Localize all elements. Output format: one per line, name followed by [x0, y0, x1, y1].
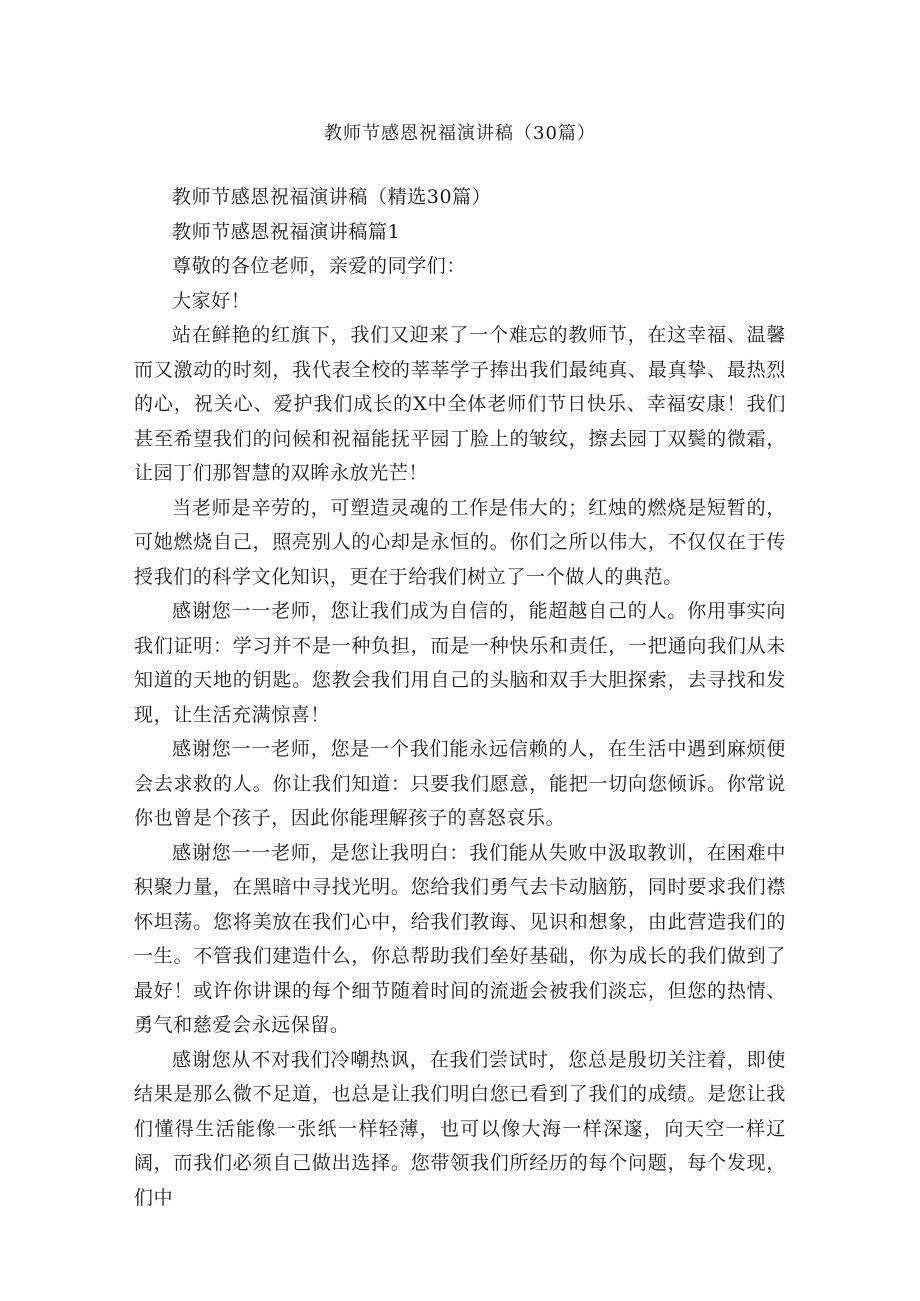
salutation-paragraph: 尊敬的各位老师，亲爱的同学们： — [172, 255, 467, 277]
body-paragraph: 感谢您从不对我们冷嘲热讽，在我们尝试时，您总是殷切关注着，即使结果是那么微不足道，也总是让我们明白您已看到了我们的成绩。是您让我们懂得生活能像一张纸一样轻薄，也可以像大海一样深邃，向天空一样辽阔，而我们必须自己做出选择。您带领我们所经历的每个问题，每个发现，们中 — [134, 1048, 786, 1209]
document-title: 教师节感恩祝福演讲稿（30篇） — [324, 123, 596, 144]
body-paragraph: 感谢您一一老师，是您让我明白：我们能从失败中汲取教训，在困难中积聚力量，在黑暗中寻找光明。您给我们勇气去卡动脑筋，同时要求我们襟怀坦荡。您将美放在我们心中，给我们教诲、见识和想象，由此营造我们的一生。不管我们建造什么，你总帮助我们垒好基础，你为成长的我们做到了最好！或许你讲课的每个细节随着时间的流逝会被我们淡忘，但您的热情、勇气和慈爱会永远保留。 — [134, 841, 786, 1036]
subtitle-paragraph: 教师节感恩祝福演讲稿（精选30篇） — [172, 186, 492, 208]
body-paragraph: 站在鲜艳的红旗下，我们又迎来了一个难忘的教师节，在这幸福、温馨而又激动的时刻，我代表全校的莘莘学子捧出我们最纯真、最真挚、最热烈的心，祝关心、爱护我们成长的X中全体老师们节日快乐、幸福安康！我们甚至希望我们的问候和祝福能抚平园丁脸上的皱纹，擦去园丁双鬓的微霜，让园丁们那智慧的双眸永放光芒！ — [134, 324, 786, 484]
body-paragraph: 当老师是辛劳的，可塑造灵魂的工作是伟大的；红烛的燃烧是短暂的，可她燃烧自己，照亮别人的心却是永恒的。你们之所以伟大，不仅仅在于传授我们的科学文化知识，更在于给我们树立了一个做人的典范。 — [134, 496, 786, 588]
greeting-paragraph: 大家好！ — [172, 289, 251, 312]
document-body — [134, 180, 786, 1215]
body-paragraph: 感谢您一一老师，您让我们成为自信的，能超越自己的人。你用事实向我们证明：学习并不是一种负担，而是一种快乐和责任，一把通向我们从未知道的天地的钥匙。您教会我们用自己的头脑和双手大胆探索，去寻找和发现，让生活充满惊喜！ — [134, 600, 786, 726]
section-heading: 教师节感恩祝福演讲稿篇1 — [172, 220, 401, 243]
body-paragraph: 感谢您一一老师，您是一个我们能永远信赖的人，在生活中遇到麻烦便会去求救的人。你让我们知道：只要我们愿意，能把一切向您倾诉。你常说你也曾是个孩子，因此你能理解孩子的喜怒哀乐。 — [134, 738, 786, 829]
